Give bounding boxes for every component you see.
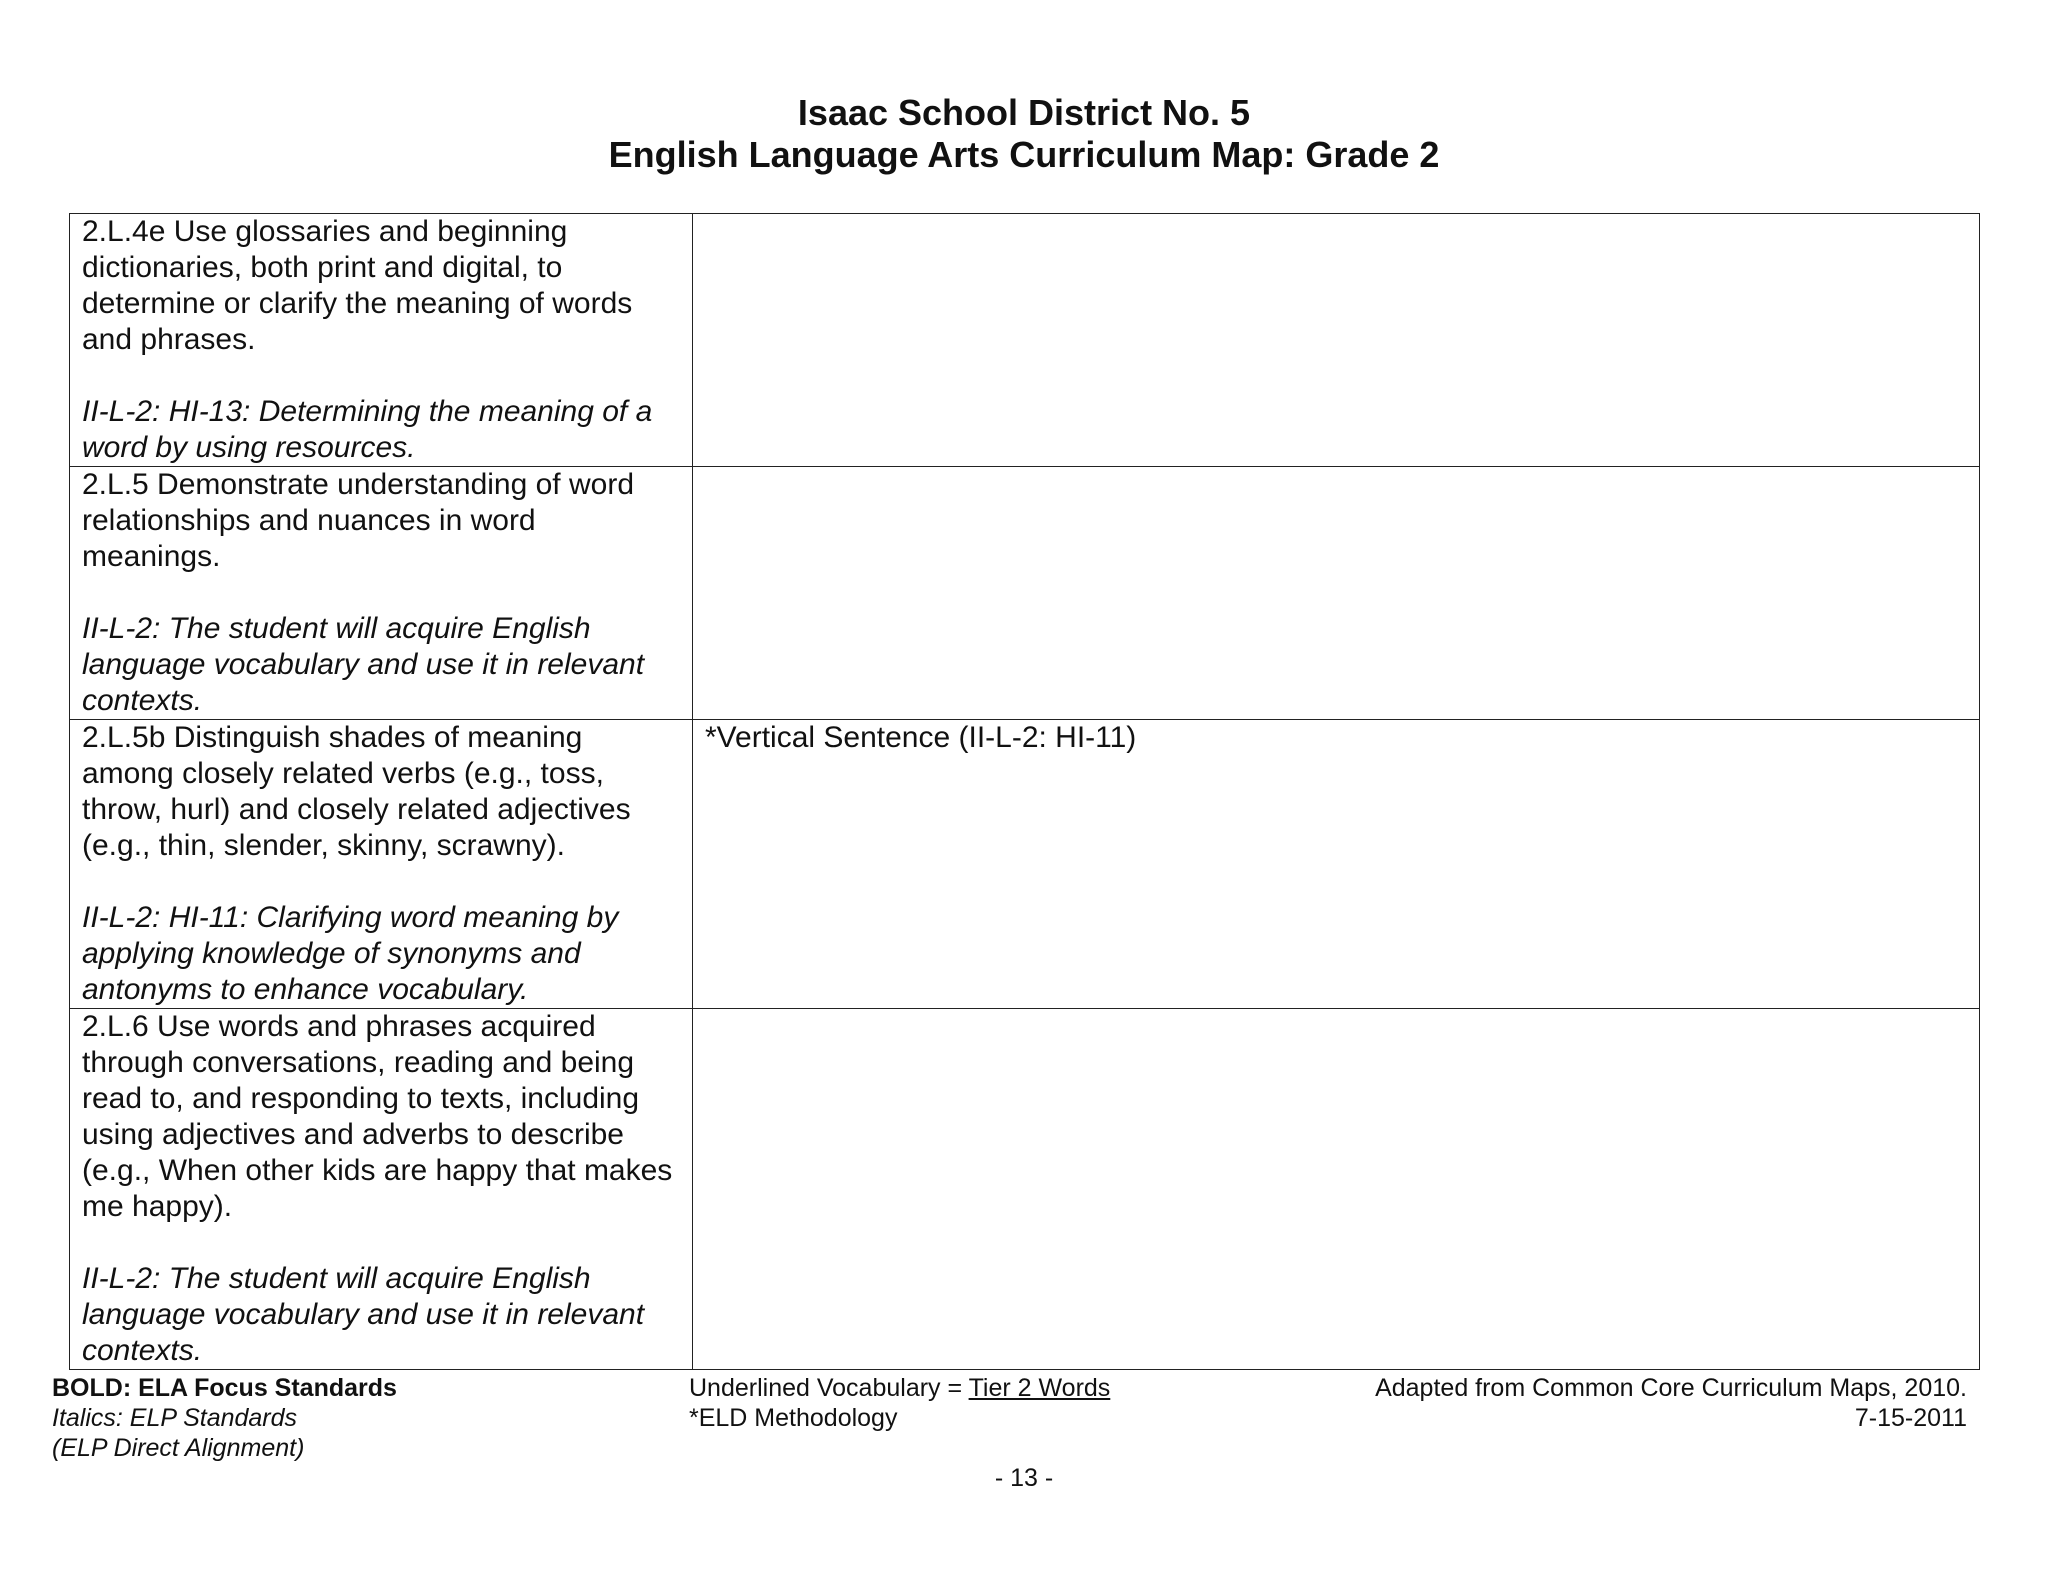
source-note: Adapted from Common Core Curriculum Maps, 2010. xyxy=(1375,1374,1967,1402)
eld-methodology: *ELD Methodology xyxy=(689,1404,898,1432)
standard-text: 2.L.4e Use glossaries and beginning dictionaries, both print and digital, to determine or clarify the meaning of words and phrases. xyxy=(82,215,633,356)
standard-text: 2.L.6 Use words and phrases acquired through conversations, reading and being read to, and responding to texts, including using adjectives and adverbs to describe (e.g., When other kids are happy that makes me happy). xyxy=(82,1010,673,1223)
notes-cell xyxy=(693,214,1980,467)
vocabulary-key-line xyxy=(689,1373,1249,1403)
notes-cell xyxy=(693,1009,1980,1370)
page-number: - 13 - xyxy=(994,1464,1054,1492)
vocab-prefix: Underlined Vocabulary = xyxy=(689,1374,969,1402)
notes-cell: *Vertical Sentence (II-L-2: HI-11) xyxy=(693,720,1980,1009)
tier-2-words: Tier 2 Words xyxy=(968,1374,1111,1402)
elp-standard-text: II-L-2: The student will acquire English language vocabulary and use it in relevant contexts. xyxy=(82,1262,645,1367)
footer-source xyxy=(1267,1373,1967,1433)
table-row xyxy=(70,214,1980,467)
notes-cell xyxy=(693,467,1980,720)
legend-elp-alignment: (ELP Direct Alignment) xyxy=(52,1434,305,1462)
standard-cell xyxy=(70,1009,693,1370)
document-header xyxy=(0,92,2048,176)
table-row xyxy=(70,467,1980,720)
district-title: Isaac School District No. 5 xyxy=(797,92,1251,133)
standard-text: 2.L.5b Distinguish shades of meaning among closely related verbs (e.g., toss, throw, hurl) and closely related adjectives (e.g., thin, slender, skinny, scrawny). xyxy=(82,721,631,862)
curriculum-map-table xyxy=(69,213,1980,1370)
elp-standard-text: II-L-2: The student will acquire English language vocabulary and use it in relevant contexts. xyxy=(82,612,645,717)
standard-text: 2.L.5 Demonstrate understanding of word relationships and nuances in word meanings. xyxy=(82,468,634,573)
table-row xyxy=(70,720,1980,1009)
elp-standard-text: II-L-2: HI-13: Determining the meaning of a word by using resources. xyxy=(82,395,653,464)
standard-cell xyxy=(70,214,693,467)
legend-italics: Italics: ELP Standards xyxy=(52,1404,298,1432)
footer-legend xyxy=(52,1373,612,1463)
legend-bold: BOLD: ELA Focus Standards xyxy=(52,1374,397,1402)
table-row xyxy=(70,1009,1980,1370)
curriculum-map-title: English Language Arts Curriculum Map: Grade 2 xyxy=(608,134,1440,175)
standard-cell xyxy=(70,720,693,1009)
revision-date: 7-15-2011 xyxy=(1854,1404,1967,1432)
footer-vocabulary-key xyxy=(689,1373,1249,1433)
elp-standard-text: II-L-2: HI-11: Clarifying word meaning by applying knowledge of synonyms and antonyms to enhance vocabulary. xyxy=(82,901,619,1006)
standard-cell xyxy=(70,467,693,720)
